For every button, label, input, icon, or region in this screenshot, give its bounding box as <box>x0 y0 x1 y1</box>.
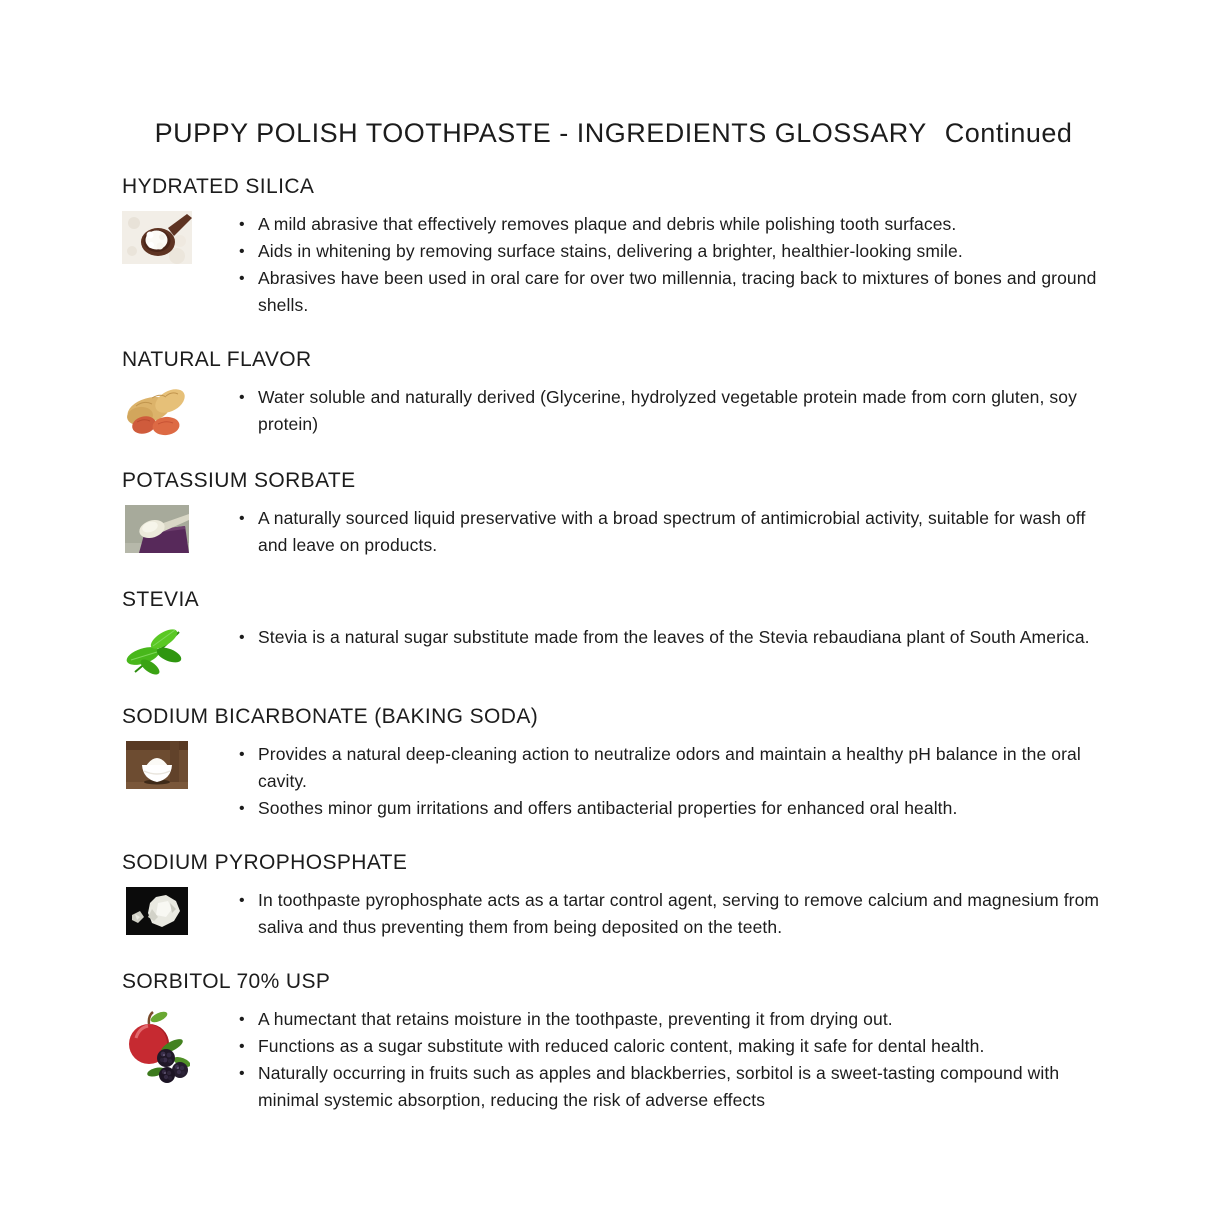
bullet-list <box>237 624 1090 651</box>
bullet-item: • Abrasives have been used in oral care for over two millennia, tracing back to mixtures of bones and ground shells. <box>237 265 1105 319</box>
section-heading: HYDRATED SILICA <box>122 175 315 198</box>
bullet-item: • A naturally sourced liquid preservative with a broad spectrum of antimicrobial activity, suitable for wash off and leave on products. <box>237 505 1105 559</box>
section-potassium-sorbate <box>122 469 1105 559</box>
bullet-list <box>237 1006 1105 1114</box>
section-stevia <box>122 588 1105 676</box>
bullet-list <box>237 505 1105 559</box>
bullet-item: • Soothes minor gum irritations and offers antibacterial properties for enhanced oral health. <box>237 795 1105 822</box>
section-sodium-pyrophosphate <box>122 851 1105 941</box>
section-heading: STEVIA <box>122 588 200 611</box>
baking-soda-bowl-image <box>122 741 192 789</box>
pyrophosphate-crystals-image <box>122 887 192 935</box>
bullet-item: • Naturally occurring in fruits such as apples and blackberries, sorbitol is a sweet-tasting compound with minimal systemic absorption, reducing the risk of adverse effects <box>237 1060 1105 1114</box>
bullet-item: • Stevia is a natural sugar substitute made from the leaves of the Stevia rebaudiana plant of South America. <box>237 624 1090 651</box>
preservative-cream-jar-image <box>122 505 192 553</box>
bullet-item: • In toothpaste pyrophosphate acts as a tartar control agent, serving to remove calcium and magnesium from saliva and thus preventing them from being deposited on the teeth. <box>237 887 1105 941</box>
section-heading: POTASSIUM SORBATE <box>122 469 356 492</box>
section-sodium-bicarbonate <box>122 705 1105 822</box>
bullet-item: • Aids in whitening by removing surface stains, delivering a brighter, healthier-looking smile. <box>237 238 1105 265</box>
bullet-item: • A humectant that retains moisture in the toothpaste, preventing it from drying out. <box>237 1006 1105 1033</box>
bullet-list <box>237 211 1105 319</box>
bullet-list <box>237 887 1105 941</box>
section-heading: SORBITOL 70% USP <box>122 970 331 993</box>
apple-blackberries-image <box>122 1006 192 1084</box>
bullet-item: • A mild abrasive that effectively removes plaque and debris while polishing tooth surfaces. <box>237 211 1105 238</box>
page-title-main: PUPPY POLISH TOOTHPASTE - INGREDIENTS GLOSSARY <box>154 118 927 148</box>
section-hydrated-silica <box>122 175 1105 319</box>
bullet-item: • Water soluble and naturally derived (Glycerine, hydrolyzed vegetable protein made from corn gluten, soy protein) <box>237 384 1105 438</box>
silica-powder-spoon-image <box>122 211 192 264</box>
section-heading: SODIUM BICARBONATE (BAKING SODA) <box>122 705 539 728</box>
bullet-list <box>237 384 1105 438</box>
section-sorbitol <box>122 970 1105 1114</box>
section-heading: NATURAL FLAVOR <box>122 348 312 371</box>
section-heading: SODIUM PYROPHOSPHATE <box>122 851 408 874</box>
page-title-continued: Continued <box>944 118 1073 148</box>
peanuts-image <box>122 384 192 440</box>
stevia-leaves-image <box>122 624 192 676</box>
bullet-item: • Functions as a sugar substitute with reduced caloric content, making it safe for dental health. <box>237 1033 1105 1060</box>
bullet-item: • Provides a natural deep-cleaning action to neutralize odors and maintain a healthy pH balance in the oral cavity. <box>237 741 1105 795</box>
bullet-list <box>237 741 1105 822</box>
page-title <box>122 118 1105 149</box>
section-natural-flavor <box>122 348 1105 440</box>
